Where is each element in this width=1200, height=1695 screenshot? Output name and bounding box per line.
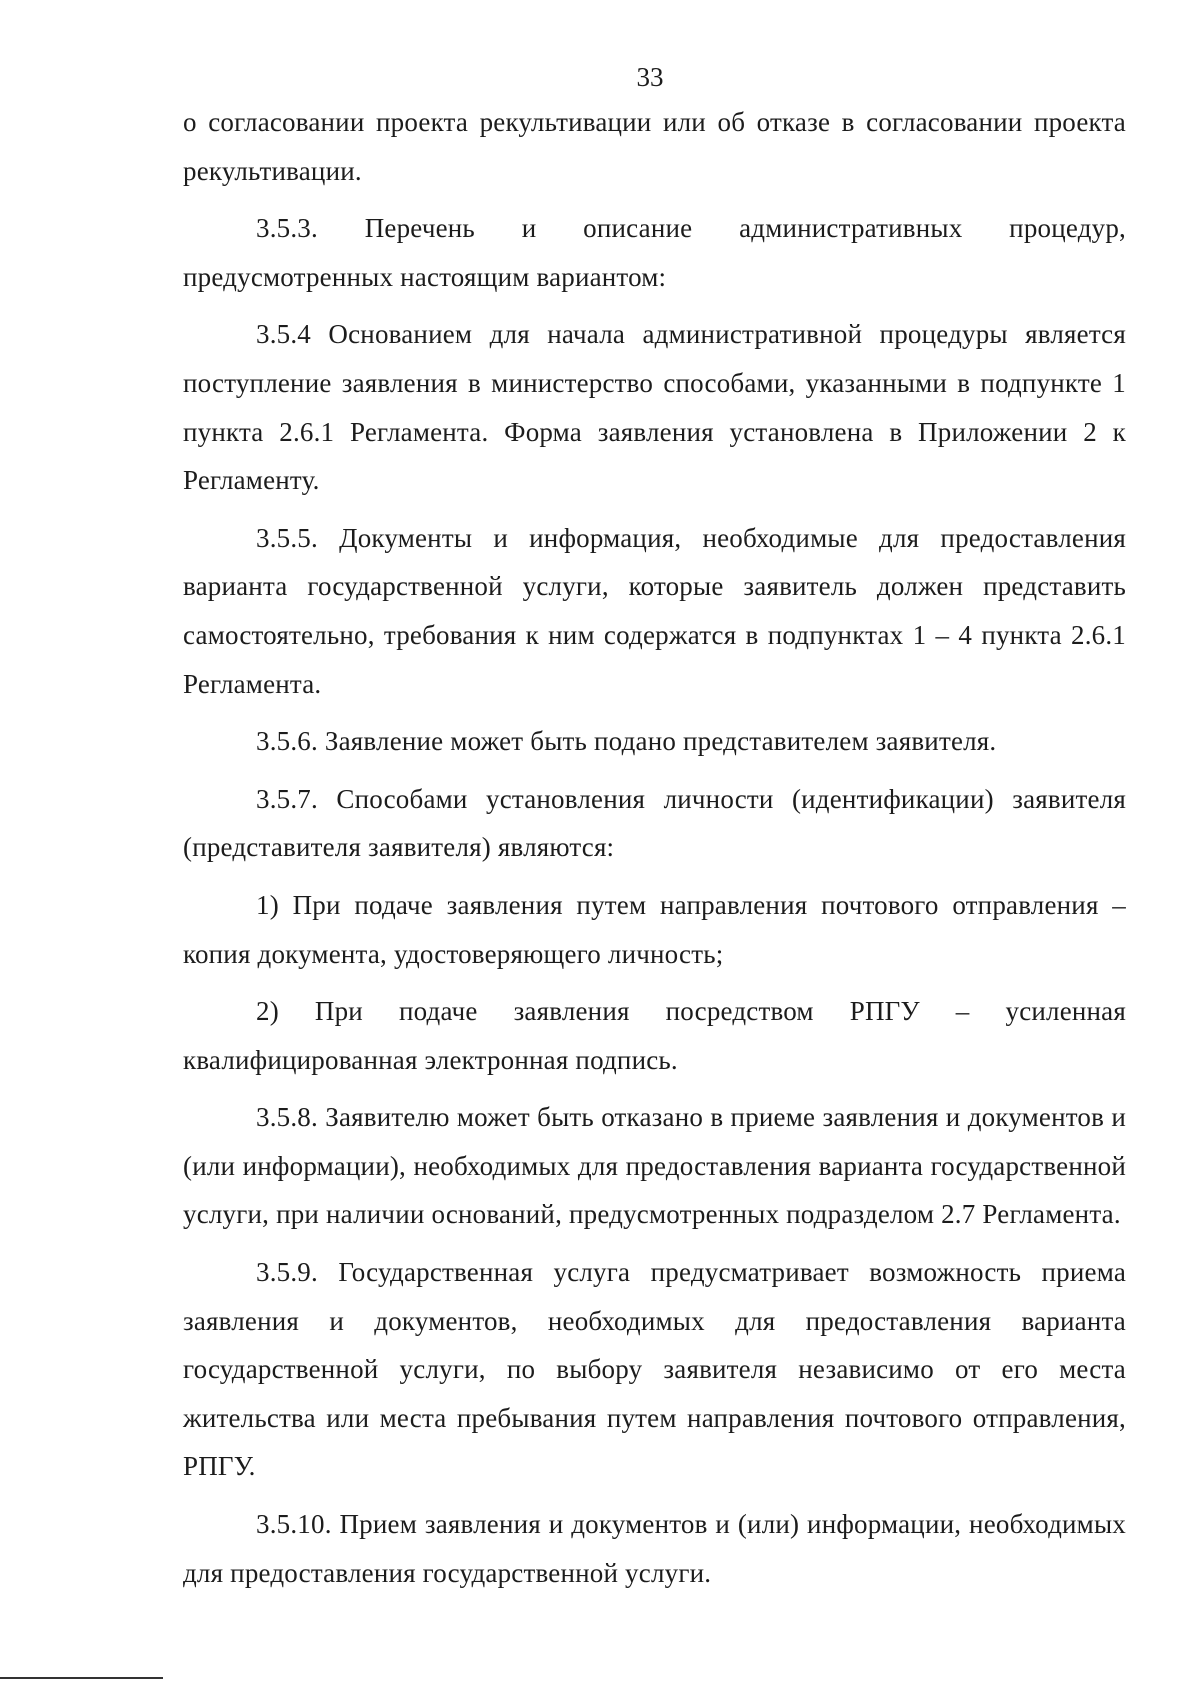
page-number: 33 (636, 62, 664, 92)
list-item-2: 2) При подаче заявления посредством РПГУ – усиленная квалифицированная электронная подпись. (183, 996, 1126, 1075)
paragraph-3-5-7: 3.5.7. Способами установления личности (идентификации) заявителя (представителя заявителя) являются: (183, 783, 1126, 863)
list-item-1: 1) При подаче заявления путем направления почтового отправления – копия документа, удостоверяющего личность; (183, 889, 1126, 969)
paragraph-3-5-5: 3.5.5. Документы и информация, необходимые для предоставления варианта государственной услуги, которые заявитель должен представить самостоятельно, требования к ним содержатся в подпунктах 1 – 4 пункта 2.6.1 Регламента. (183, 522, 1126, 699)
paragraph-3-5-10: 3.5.10. Прием заявления и документов и (или) информации, необходимых для предоставления государственной услуги. (183, 1509, 1126, 1588)
footer-divider (0, 1677, 163, 1679)
paragraph-continuation: о согласовании проекта рекультивации или об отказе в согласовании проекта рекультивации. (183, 107, 1126, 186)
paragraph-3-5-8: 3.5.8. Заявителю может быть отказано в приеме заявления и документов и (или информации), необходимых для предоставления варианта государственной услуги, при наличии оснований, предусмотренных подразделом 2.7 Регламента. (183, 1102, 1126, 1230)
paragraph-3-5-9: 3.5.9. Государственная услуга предусматривает возможность приема заявления и документов, необходимых для предоставления варианта государственной услуги, по выбору заявителя независимо от его места жительства или места пребывания путем направления почтового отправления, РПГУ. (183, 1257, 1126, 1482)
paragraph-3-5-3: 3.5.3. Перечень и описание административных процедур, предусмотренных настоящим вариантом: (183, 213, 1126, 292)
paragraph-3-5-6: 3.5.6. Заявление может быть подано представителем заявителя. (256, 726, 997, 757)
paragraph-3-5-4: 3.5.4 Основанием для начала административной процедуры является поступление заявления в министерство способами, указанными в подпункте 1 пункта 2.6.1 Регламента. Форма заявления установлена в Приложении 2 к Регламенту. (183, 319, 1126, 496)
document-body (183, 98, 1126, 1606)
